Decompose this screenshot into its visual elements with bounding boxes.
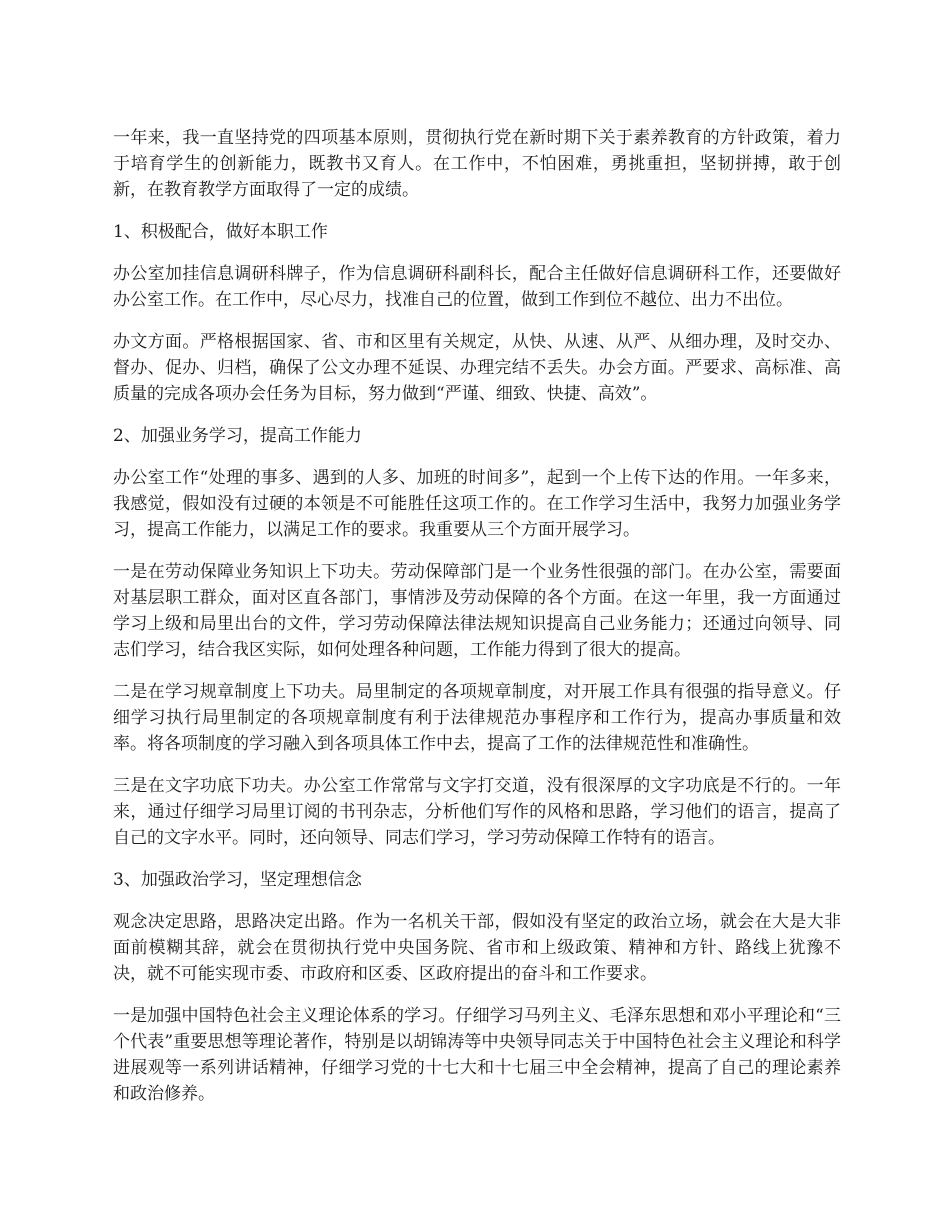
section-heading-3: 3、加强政治学习，坚定理想信念 [113, 870, 362, 890]
paragraph: 一是在劳动保障业务知识上下功夫。劳动保障部门是一个业务性很强的部门。在办公室，需要面对基层职工群众，面对区直各部门，事情涉及劳动保障的各个方面。在这一年里，我一方面通过学习上级和局里出台的文件，学习劳动保障法律法规知识提高自己业务能力；还通过向领导、同志们学习，结合我区实际，如何处理各种问题，工作能力得到了很大的提高。 [113, 562, 841, 660]
paragraph: 二是在学习规章制度上下功夫。局里制定的各项规章制度，对开展工作具有很强的指导意义。仔细学习执行局里制定的各项规章制度有利于法律规范办事程序和工作行为，提高办事质量和效率。将各项制度的学习融入到各项具体工作中去，提高了工作的法律规范性和准确性。 [113, 682, 841, 754]
section-heading-1: 1、积极配合，做好本职工作 [113, 222, 328, 242]
paragraph: 一是加强中国特色社会主义理论体系的学习。仔细学习马列主义、毛泽东思想和邓小平理论和“三个代表”重要思想等理论著作，特别是以胡锦涛等中央领导同志关于中国特色社会主义理论和科学进展观等一系列讲话精神，仔细学习党的十七大和十七届三中全会精神，提高了自己的理论素养和政治修养。 [113, 1006, 841, 1104]
intro-paragraph: 一年来，我一直坚持党的四项基本原则，贯彻执行党在新时期下关于素养教育的方针政策，着力于培育学生的创新能力，既教书又育人。在工作中，不怕困难，勇挑重担，坚韧拼搏，敢于创新，在教育教学方面取得了一定的成绩。 [113, 128, 841, 200]
section-heading-2: 2、加强业务学习，提高工作能力 [113, 426, 362, 446]
paragraph: 办文方面。严格根据国家、省、市和区里有关规定，从快、从速、从严、从细办理，及时交办、督办、促办、归档，确保了公文办理不延误、办理完结不丢失。办会方面。严要求、高标准、高质量的完成各项办会任务为目标，努力做到“严谨、细致、快捷、高效”。 [113, 332, 841, 404]
paragraph: 办公室工作“处理的事多、遇到的人多、加班的时间多”，起到一个上传下达的作用。一年多来，我感觉，假如没有过硬的本领是不可能胜任这项工作的。在工作学习生活中，我努力加强业务学习，提高工作能力，以满足工作的要求。我重要从三个方面开展学习。 [113, 468, 841, 540]
paragraph: 办公室加挂信息调研科牌子，作为信息调研科副科长，配合主任做好信息调研科工作，还要做好办公室工作。在工作中，尽心尽力，找准自己的位置，做到工作到位不越位、出力不出位。 [113, 264, 841, 310]
paragraph: 观念决定思路，思路决定出路。作为一名机关干部，假如没有坚定的政治立场，就会在大是大非面前模糊其辞，就会在贯彻执行党中央国务院、省市和上级政策、精神和方针、路线上犹豫不决，就不可能实现市委、市政府和区委、区政府提出的奋斗和工作要求。 [113, 912, 841, 984]
document-page [113, 125, 841, 1123]
paragraph: 三是在文字功底下功夫。办公室工作常常与文字打交道，没有很深厚的文字功底是不行的。一年来，通过仔细学习局里订阅的书刊杂志，分析他们写作的风格和思路，学习他们的语言，提高了自己的文字水平。同时，还向领导、同志们学习，学习劳动保障工作特有的语言。 [113, 776, 841, 848]
